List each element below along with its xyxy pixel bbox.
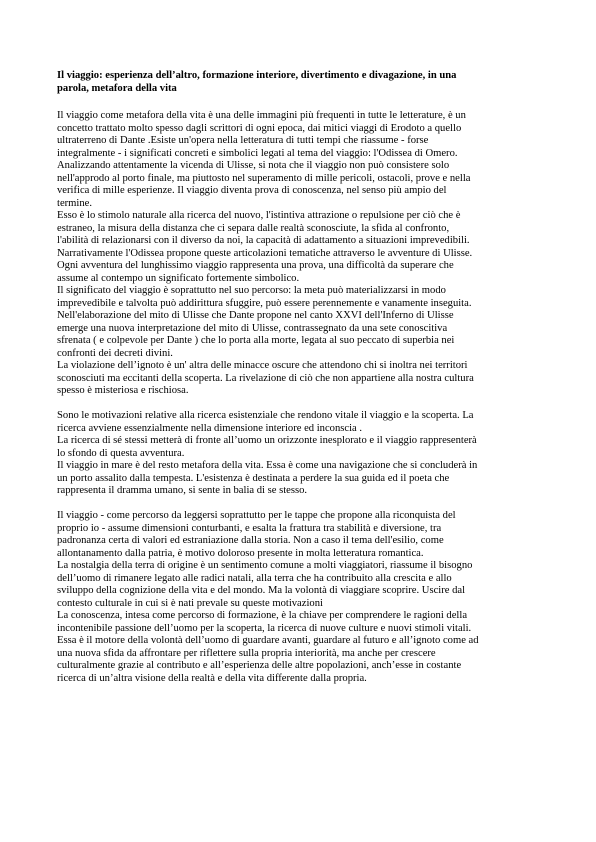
body-text-line: Il viaggio in mare è del resto metafora della vita. Essa è come una navigazione che si concluderà in (57, 460, 478, 471)
body-text-line: ricerca avviene essenzialmente nella dimensione interiore ed inconscia . (57, 422, 363, 434)
body-text-line: dell’uomo di rimanere legato alle radici natali, alla terra che ha contribuito alla crescita e allo (57, 572, 452, 584)
body-text-line: Nell'elaborazione del mito di Ulisse che Dante propone nel canto XXVI dell'Inferno di Ulisse (57, 310, 454, 321)
body-text-line: Essa è il motore della volontà dell’uomo di guardare avanti, guardare al futuro e all’ignoto come ad (57, 635, 479, 646)
body-text-line: La ricerca di sé stessi metterà di fronte all’uomo un orizzonte inesplorato e il viaggio rappresenterà (57, 435, 477, 446)
body-text-line: La nostalgia della terra di origine è un sentimento comune a molti viaggiatori, riassume il bisogno (57, 560, 473, 571)
body-text-line: Narrativamente l'Odissea propone queste articolazioni tematiche attraverso le avventure di Ulisse. (57, 247, 473, 259)
body-text-line: contesto culturale in cui si è nati prevale su queste motivazioni (57, 597, 323, 609)
document-body (57, 110, 543, 685)
document-content (57, 70, 543, 685)
body-text-line: sviluppo della cognizione della vita e del mondo. Ma la volontà di viaggiare scoprire. Uscire dal (57, 585, 466, 596)
body-text-line: Il viaggio come metafora della vita è una delle immagini più frequenti in tutte le letterature, è un (57, 110, 466, 121)
paragraph-gap (57, 498, 543, 511)
body-text-line: concetto trattato molto spesso dagli scrittori di ogni epoca, dai mitici viaggi di Erodoto a quello (57, 122, 462, 134)
body-text-line: nell'approdo al porto finale, ma piuttosto nel superamento di mille pericoli, ostacoli, prove e nella (57, 172, 471, 184)
body-text-line: una nuova sfida da affrontare per riflettere sulla propria interiorità, ma anche per crescere (57, 647, 436, 659)
body-text-line: lo sfondo di questa avventura. (57, 447, 185, 459)
title-line: parola, metafora della vita (57, 82, 177, 94)
body-text-line: un porto assalito dalla tempesta. L'esistenza è destinata a perdere la sua guida ed il poeta che (57, 472, 450, 484)
body-text-line: Sono le motivazioni relative alla ricerca esistenziale che rendono vitale il viaggio e la scoperta. La (57, 410, 474, 421)
paragraph-gap (57, 398, 543, 411)
body-text-line: sconosciuti ma eccitanti della scoperta. La rivelazione di ciò che non appartiene alla nostra cultura (57, 372, 474, 384)
body-text-line: verifica di mille esperienze. Il viaggio diventa prova di conoscenza, nel senso più ampio del (57, 185, 447, 196)
body-text-line: rappresenta il dramma umano, si sente in balia di se stesso. (57, 485, 308, 496)
body-text-line: termine. (57, 197, 93, 209)
title-line: Il viaggio: esperienza dell’altro, formazione interiore, divertimento e divagazione, in una (57, 70, 457, 81)
body-text-line: La conoscenza, intesa come percorso di formazione, è la chiave per comprendere le ragioni della (57, 610, 468, 621)
body-text-line: confronti dei decreti divini. (57, 347, 173, 359)
body-text-line: l'abilità di relazionarsi con il diverso da noi, la capacità di adattamento a situazioni imprevedibili. (57, 235, 470, 246)
document-title (57, 70, 543, 95)
body-text-line: Ogni avventura del lunghissimo viaggio rappresenta una prova, una difficoltà da superare che (57, 260, 454, 271)
body-text-line: proprio io - assume dimensioni conturbanti, e esalta la frattura tra stabilità e diversione, tra (57, 522, 442, 534)
body-text-line: incontenibile passione dell’uomo per la scoperta, la ricerca di nuove culture e nuovi stimoli vitali. (57, 622, 472, 634)
body-text-line: culturalmente grazie al contributo e all’esperienza delle altre popolazioni, anch’esse in costante (57, 660, 462, 671)
body-text-line: estraneo, la misura della distanza che ci separa dalle realtà sconosciute, la sfida al confronto, (57, 222, 450, 234)
body-text-line: Il significato del viaggio è soprattutto nel suo percorso: la meta può materializzarsi in modo (57, 285, 446, 296)
body-text-line: La violazione dell’ignoto è un' altra delle minacce oscure che attendono chi si inoltra nei territori (57, 360, 468, 371)
body-text-line: ricerca di un’altra visione della realtà e della vita differente dalla propria. (57, 672, 367, 684)
body-text-line: integralmente - i significati concreti e simbolici legati al tema del viaggio: l'Odissea di Omero. (57, 147, 458, 159)
body-text-line: Analizzando attentamente la vicenda di Ulisse, si nota che il viaggio non può consistere solo (57, 160, 450, 171)
body-text-line: imprevedibile e talvolta può addirittura sfuggire, può essere perennemente e vanamente inseguita. (57, 297, 472, 309)
body-text-line: allontanamento dalla patria, è motivo doloroso presente in molta letteratura romantica. (57, 547, 424, 559)
body-text-line: ultraterreno di Dante .Esiste un'opera nella letteratura di tutti tempi che riassume - forse (57, 135, 429, 146)
body-text-line: Esso è lo stimolo naturale alla ricerca del nuovo, l'istintiva attrazione o repulsione per ciò che è (57, 210, 461, 221)
body-text-line: padronanza certa di valori ed estraniazione dalla storia. Non a caso il tema dell'esilio, come (57, 535, 444, 546)
body-text-line: emerge una nuova interpretazione del mito di Ulisse, contrassegnato da una sete conoscitiva (57, 322, 448, 334)
body-text-line: spesso è misteriosa e rischiosa. (57, 385, 189, 396)
body-text-line: assume al contempo un significato fortemente simbolico. (57, 272, 300, 284)
body-text-line: sfrenata ( e colpevole per Dante ) che lo porta alla morte, legata al suo peccato di superbia nei (57, 335, 455, 346)
body-text-line: Il viaggio - come percorso da leggersi soprattutto per le tappe che propone alla riconquista del (57, 510, 456, 521)
